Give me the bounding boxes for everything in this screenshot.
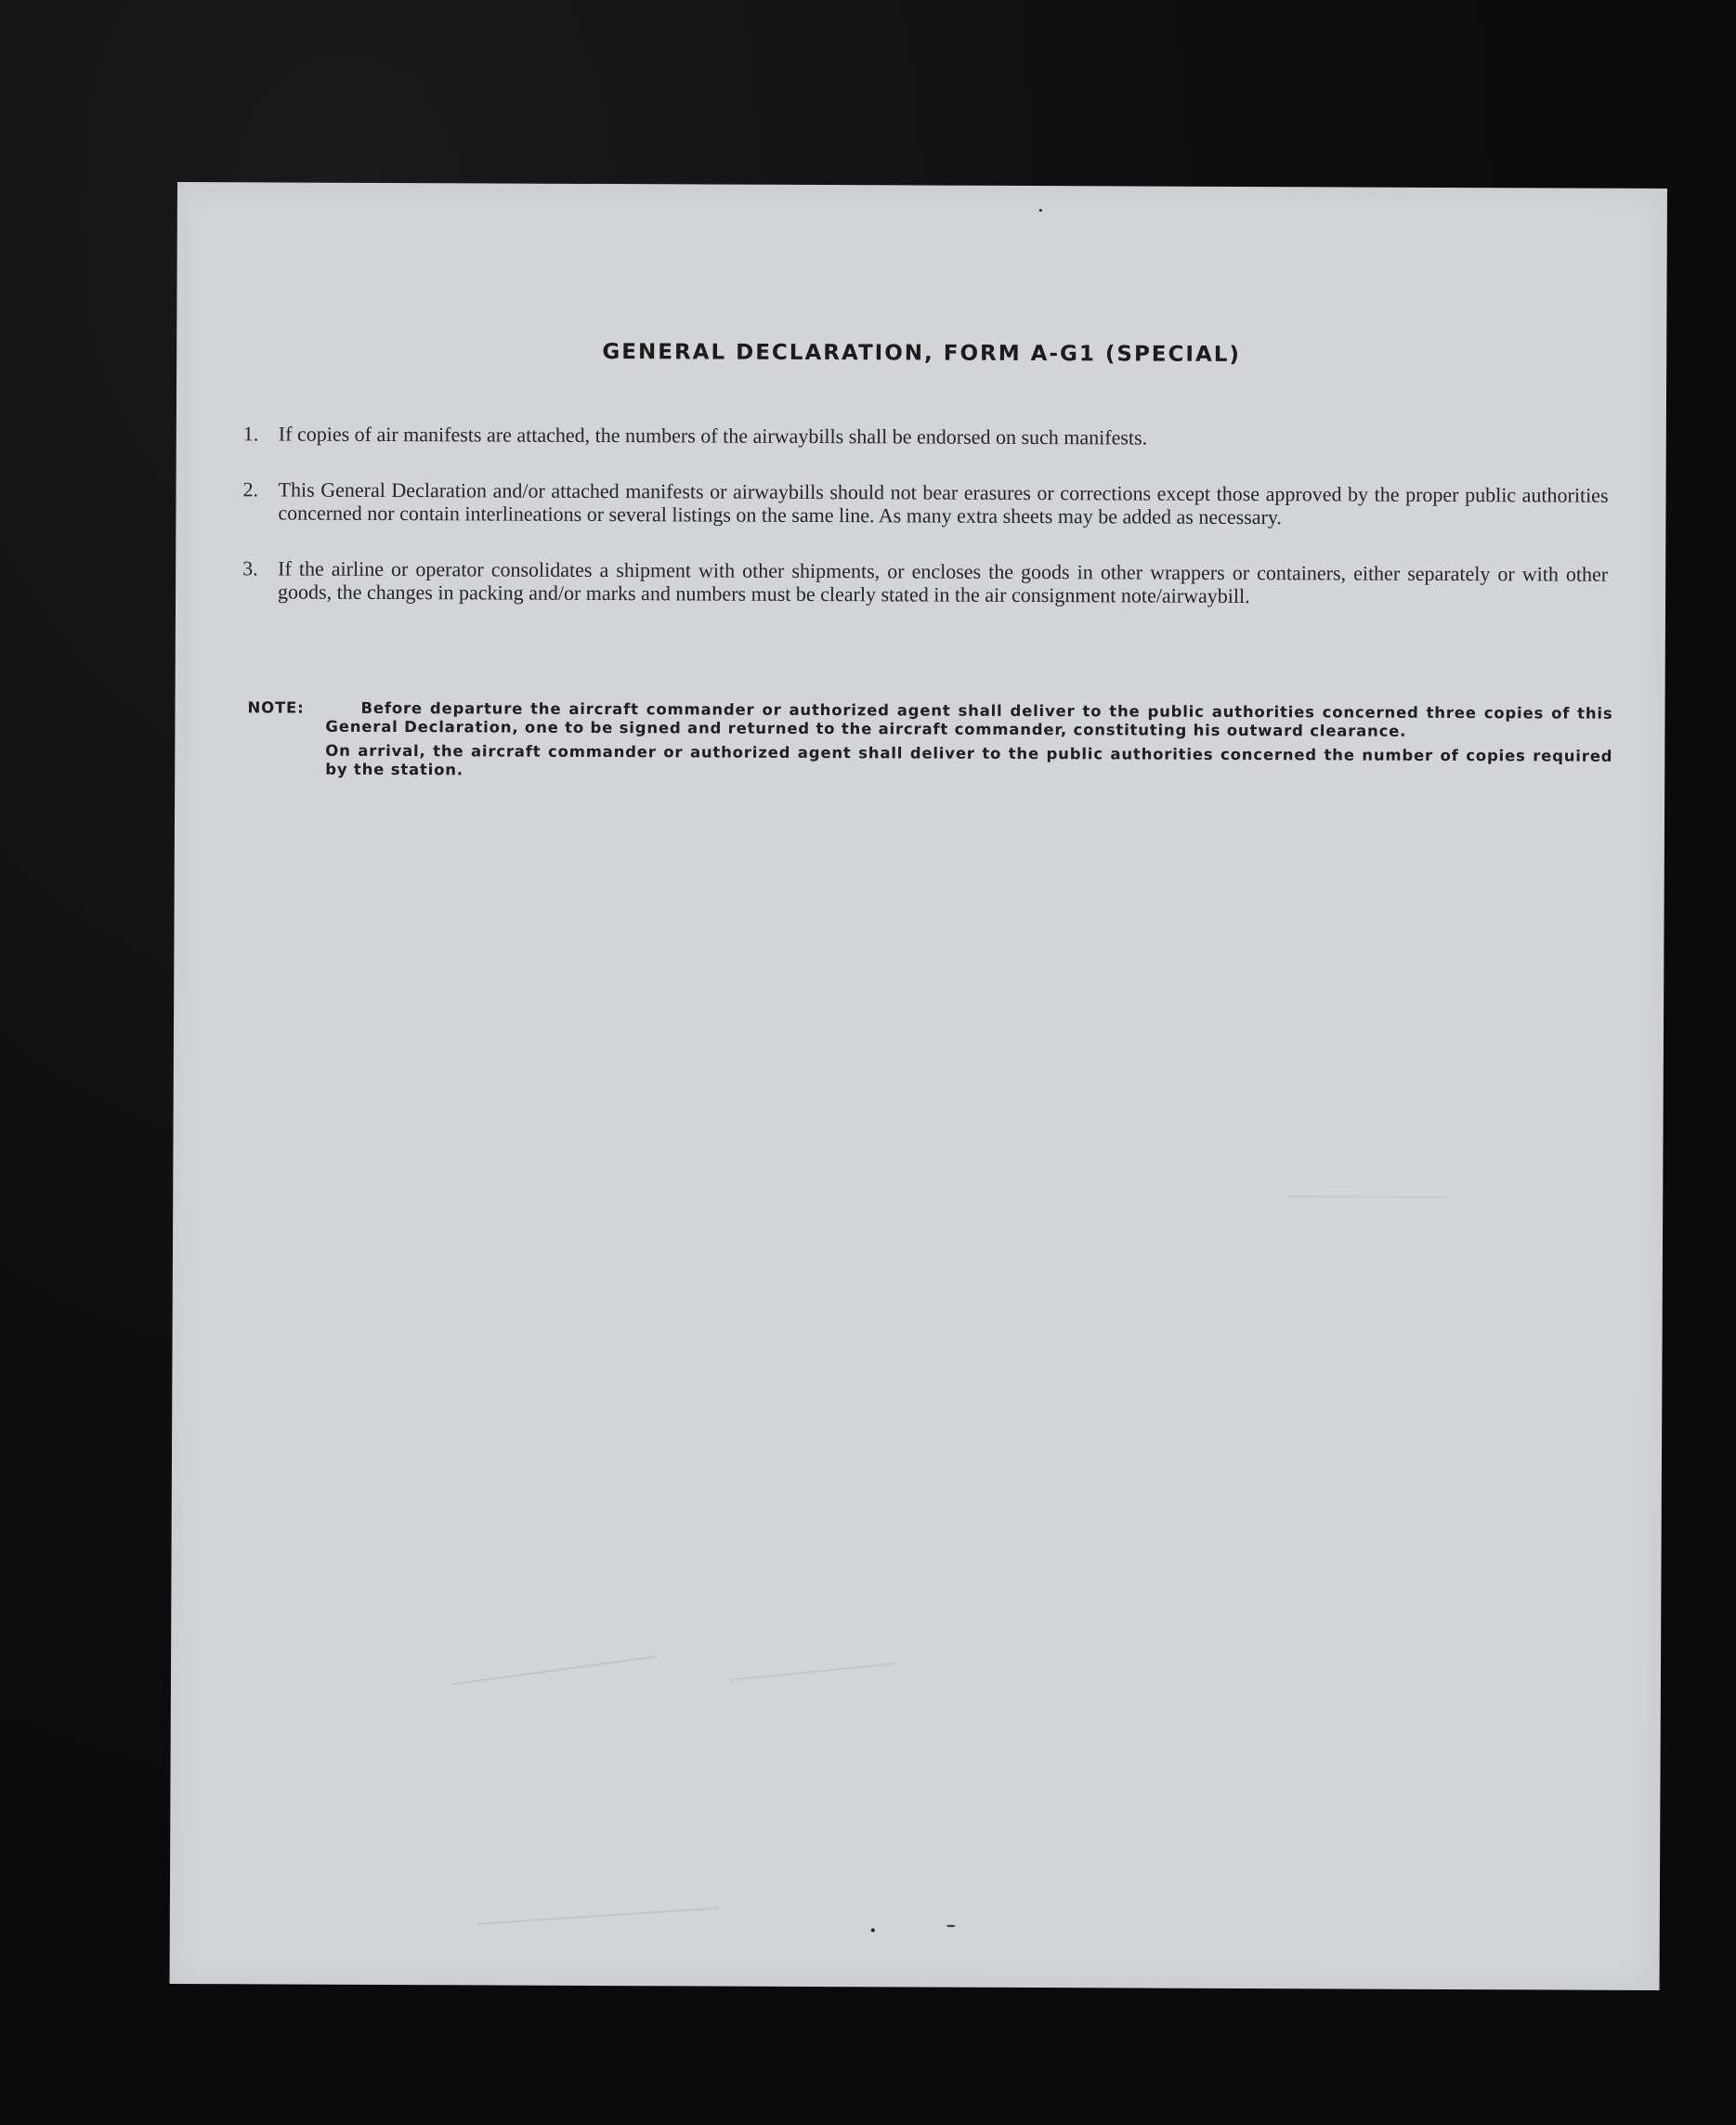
item-number: 2. <box>242 477 259 502</box>
item-text: If the airline or operator consolidates a shipment with other shipments, or encloses the goods in other wrappers or containers, either separately or with other goods, the changes in packing and/or marks and numbers must be clearly stated in the air consignment note/airwaybill. <box>278 556 1609 608</box>
instruction-item <box>242 556 1608 608</box>
bleed-through-mark <box>448 1619 656 1685</box>
item-text: If copies of air manifests are attached, the numbers of the airwaybills shall be endorsed on such manifests. <box>278 422 1148 450</box>
item-number: 3. <box>242 556 258 580</box>
bleed-through-mark <box>1287 1171 1445 1198</box>
item-number: 1. <box>242 422 259 446</box>
dust-speck <box>946 1925 956 1927</box>
instruction-list <box>242 422 1609 608</box>
page-title: GENERAL DECLARATION, FORM A-G1 (SPECIAL) <box>602 339 1242 367</box>
bleed-through-mark <box>727 1635 896 1681</box>
item-text: This General Declaration and/or attached manifests or airwaybills should not bear erasures or corrections except those approved by the proper public authorities concerned nor contain interlineations or several listings on the same line. As many extra sheets may be added as necessary. <box>278 477 1609 529</box>
dust-speck <box>1039 209 1042 212</box>
bleed-through-mark <box>476 1876 719 1925</box>
dust-speck <box>871 1928 875 1932</box>
document-page <box>170 182 1667 1990</box>
instruction-item <box>242 477 1608 529</box>
instruction-item <box>243 422 1609 450</box>
note-paragraph: On arrival, the aircraft commander or authorized agent shall deliver to the public authorities concerned the number of copies required by the station. <box>325 741 1613 779</box>
note-label: NOTE: <box>247 698 305 717</box>
note-paragraph: Before departure the aircraft commander or authorized agent shall deliver to the public authorities concerned three copies of this General Declaration, one to be signed and returned to the aircraft commander, constituting his outward clearance. <box>325 698 1613 740</box>
note-block <box>247 698 1612 789</box>
